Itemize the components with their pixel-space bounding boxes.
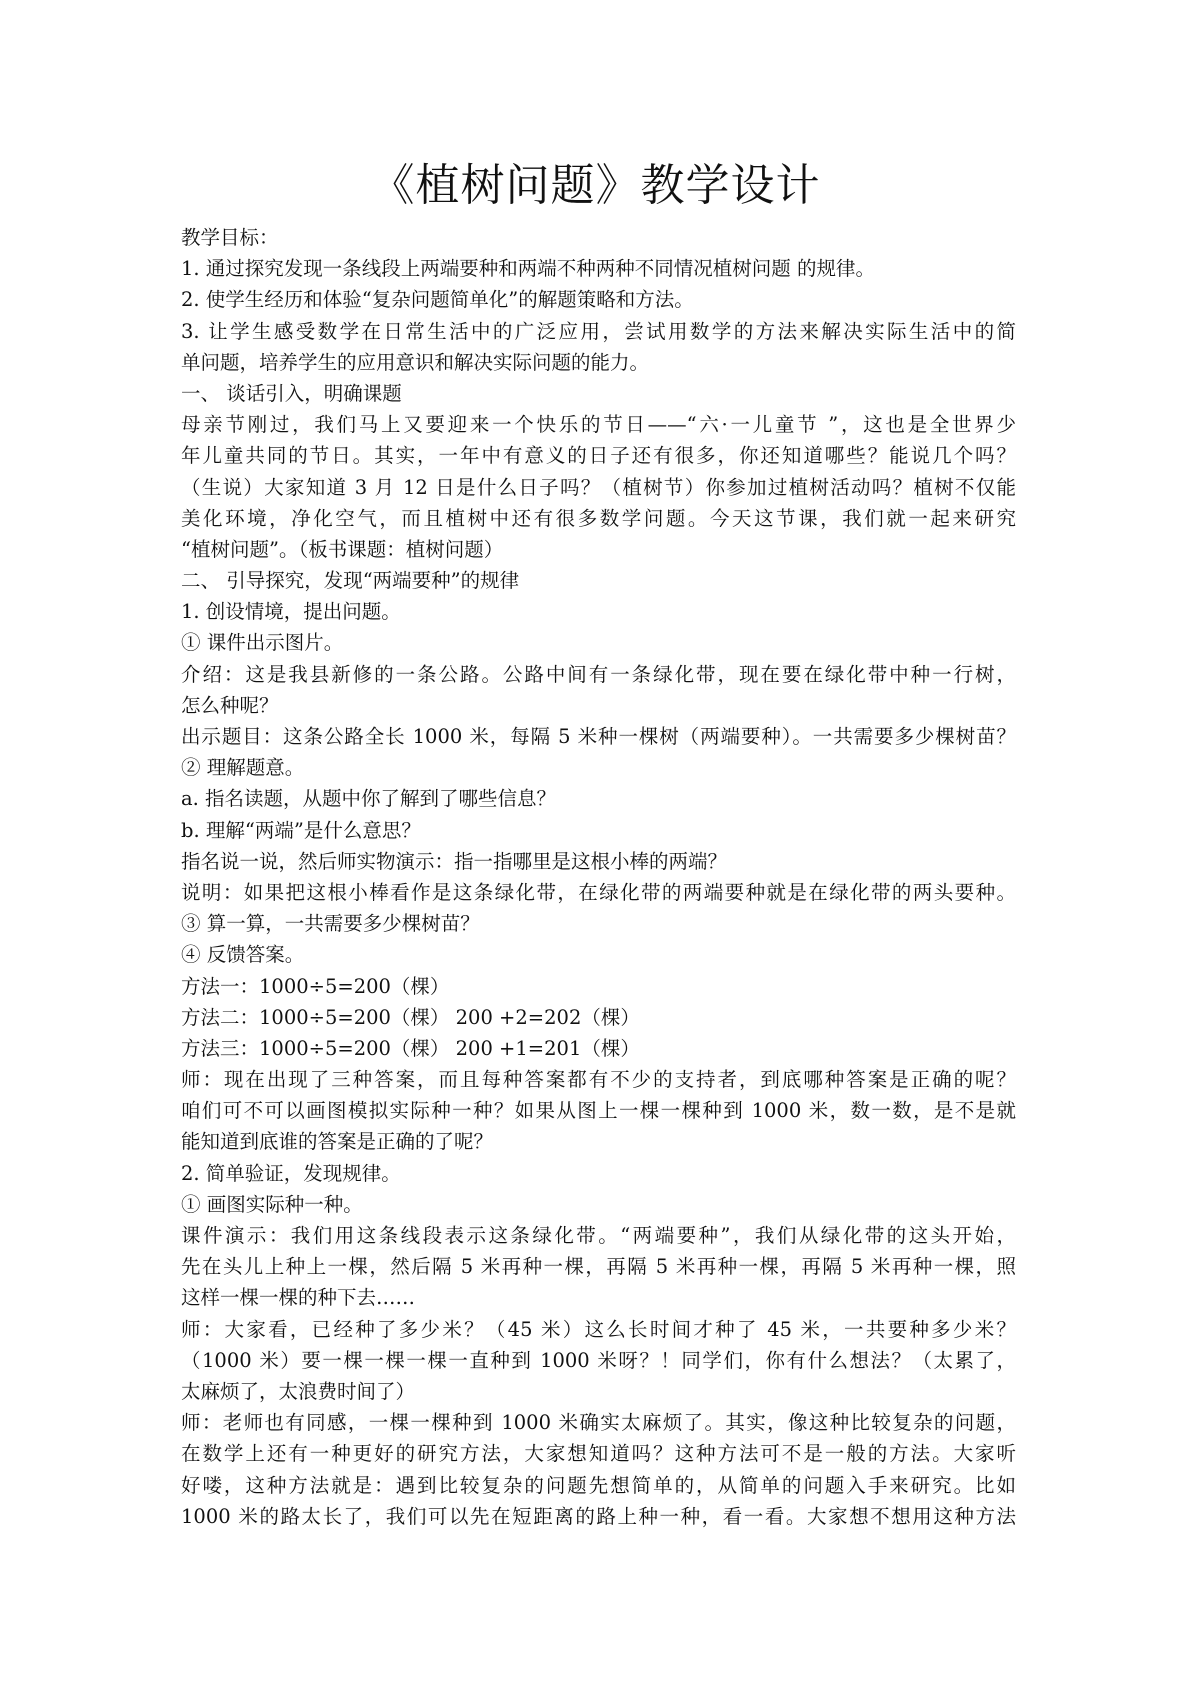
text-line: 1. 创设情境，提出问题。 [181,600,401,624]
text-line: 方法一：1000÷5=200（棵） [181,974,450,998]
text-line: ② 理解题意。 [181,756,305,780]
text-line: 师：老师也有同感，一棵一棵种到 1000 米确实太麻烦了。其实，像这种比较复杂的问题， [181,1411,1016,1435]
text-line: ① 课件出示图片。 [181,631,344,655]
text-line: 方法三：1000÷5=200（棵） 200 +1=201（棵） [181,1036,640,1060]
text-line: ① 画图实际种一种。 [181,1192,363,1216]
text-line: （生说）大家知道 3 月 12 日是什么日子吗？（植树节）你参加过植树活动吗？植树不仅能 [181,475,1016,499]
text-line: 在数学上还有一种更好的研究方法，大家想知道吗？这种方法可不是一般的方法。大家听 [181,1442,1016,1466]
text-line: 介绍：这是我县新修的一条公路。公路中间有一条绿化带，现在要在绿化带中种一行树， [181,662,1016,686]
text-line: 2. 简单验证，发现规律。 [181,1161,401,1185]
text-line: ③ 算一算，一共需要多少棵树苗？ [181,912,480,936]
text-line: 太麻烦了，太浪费时间了） [181,1379,416,1403]
text-line: 美化环境，净化空气，而且植树中还有很多数学问题。今天这节课，我们就一起来研究 [181,506,1016,530]
text-line: “植树问题”。（板书课题：植树问题） [181,537,504,561]
text-line: 指名说一说，然后师实物演示：指一指哪里是这根小棒的两端？ [181,849,728,873]
text-line: 咱们可不可以画图模拟实际种一种？如果从图上一棵一棵种到 1000 米，数一数，是不是就 [181,1099,1016,1123]
text-line: （1000 米）要一棵一棵一棵一直种到 1000 米呀？！同学们，你有什么想法？（太累了， [181,1348,1016,1372]
text-line: 1. 通过探究发现一条线段上两端要种和两端不种两种不同情况植树问题 的规律。 [181,257,876,281]
text-line: 说明：如果把这根小棒看作是这条绿化带，在绿化带的两端要种就是在绿化带的两头要种。 [181,880,1016,904]
text-line: 1000 米的路太长了，我们可以先在短距离的路上种一种，看一看。大家想不想用这种方法 [181,1504,1016,1528]
text-line: 这样一棵一棵的种下去…… [181,1286,416,1310]
text-line: 先在头儿上种上一棵，然后隔 5 米再种一棵，再隔 5 米再种一棵，再隔 5 米再种一棵，照 [181,1255,1016,1279]
text-line: 出示题目：这条公路全长 1000 米，每隔 5 米种一棵树（两端要种）。一共需要多少棵树苗？ [181,725,1016,748]
text-line: 一、 谈话引入，明确课题 [181,381,402,405]
text-line: 方法二：1000÷5=200（棵） 200 +2=202（棵） [181,1005,640,1029]
text-line: 课件演示：我们用这条线段表示这条绿化带。“两端要种”，我们从绿化带的这头开始， [181,1224,1016,1247]
text-line: ④ 反馈答案。 [181,943,305,967]
text-line: 二、 引导探究，发现“两端要种”的规律 [181,569,520,593]
document-body [181,222,1016,1532]
text-line: 能知道到底谁的答案是正确的了呢？ [181,1130,494,1154]
text-line: 年儿童共同的节日。其实，一年中有意义的日子还有很多，你还知道哪些？能说几个吗？ [181,444,1016,468]
text-line: 2. 使学生经历和体验“复杂问题简单化”的解题策略和方法。 [181,288,694,312]
text-line: 母亲节刚过，我们马上又要迎来一个快乐的节日——“六·一儿童节 ”，这也是全世界少 [181,413,1016,437]
text-line: a. 指名读题，从题中你了解到了哪些信息？ [181,787,557,811]
text-line: 师：现在出现了三种答案，而且每种答案都有不少的支持者，到底哪种答案是正确的呢？ [181,1068,1016,1092]
text-line: 师：大家看，已经种了多少米？（45 米）这么长时间才种了 45 米，一共要种多少米？ [181,1317,1016,1341]
text-line: 单问题，培养学生的应用意识和解决实际问题的能力。 [181,350,650,374]
text-line: 3. 让学生感受数学在日常生活中的广泛应用，尝试用数学的方法来解决实际生活中的简 [181,319,1016,343]
text-line: 怎么种呢？ [181,693,279,717]
document-title: 《植树问题》教学设计 [370,160,821,211]
text-line: 好喽，这种方法就是：遇到比较复杂的问题先想简单的，从简单的问题入手来研究。比如 [181,1473,1016,1497]
text-line: b. 理解“两端”是什么意思？ [181,818,421,842]
text-line: 教学目标： [181,226,279,249]
